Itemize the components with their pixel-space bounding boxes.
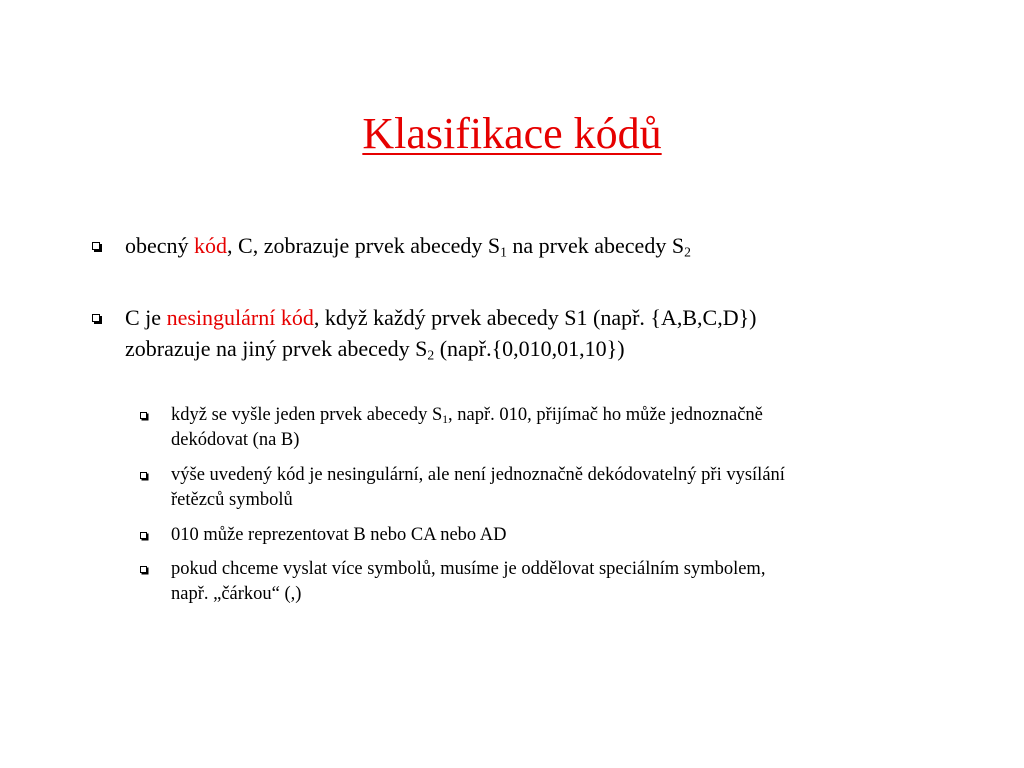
sub-bullet-text — [171, 557, 940, 607]
sub-bullet-text: 010 může reprezentovat B nebo CA nebo AD — [171, 525, 507, 545]
sub-bullet-text — [171, 403, 940, 453]
bullet-text-part: , C, zobrazuje prvek abecedy S — [227, 233, 501, 258]
highlight-term: kód — [194, 233, 228, 258]
sub-bullet-text-part: např. „čárkou“ (,) — [171, 584, 302, 604]
subscript: 1 — [442, 413, 448, 426]
bullet-item-obecny-kod — [92, 230, 932, 261]
subscript: 2 — [684, 244, 691, 260]
sub-bullet-text-part: dekódovat (na B) — [171, 430, 300, 450]
square-bullet-icon — [140, 532, 147, 539]
bullet-text-part: na prvek abecedy S — [506, 233, 685, 258]
bullet-text-part: C je — [125, 305, 167, 330]
subscript: 2 — [427, 347, 435, 363]
sub-bullet-item — [140, 403, 940, 453]
square-bullet-icon — [140, 472, 147, 479]
sub-bullet-item — [140, 557, 940, 607]
highlight-term: nesingulární kód — [166, 305, 314, 330]
sub-bullet-text-part: když se vyšle jeden prvek abecedy S — [171, 405, 443, 425]
bullet-item-nesingularni-kod — [92, 302, 932, 364]
slide-title: Klasifikace kódů — [362, 109, 662, 158]
square-bullet-icon — [140, 412, 147, 419]
sub-bullet-text — [171, 463, 940, 513]
bullet-text — [125, 302, 932, 364]
bullet-text-part: zobrazuje na jiný prvek abecedy S — [125, 336, 428, 361]
sub-bullet-text-part: řetězců symbolů — [171, 490, 293, 510]
bullet-text — [125, 230, 932, 261]
sub-bullet-item — [140, 463, 940, 513]
subscript: 1 — [500, 244, 507, 260]
square-bullet-icon — [92, 242, 100, 250]
sub-bullet-text-part: , např. 010, přijímač ho může jednoznačně — [447, 405, 763, 425]
bullet-text-part: , když každý prvek abecedy S1 (např. {A,B,C,D}) — [313, 305, 757, 330]
sub-bullet-item — [140, 523, 940, 548]
square-bullet-icon — [92, 314, 100, 322]
sub-bullet-text-part: výše uvedený kód je nesingulární, ale není jednoznačně dekódovatelný při vysílání — [171, 465, 785, 485]
square-bullet-icon — [140, 566, 147, 573]
sub-bullet-text-part: pokud chceme vyslat více symbolů, musíme je oddělovat speciálním symbolem, — [171, 559, 766, 579]
bullet-text-part: (např.{0,010,01,10}) — [434, 336, 625, 361]
bullet-text-part: obecný — [125, 233, 195, 258]
